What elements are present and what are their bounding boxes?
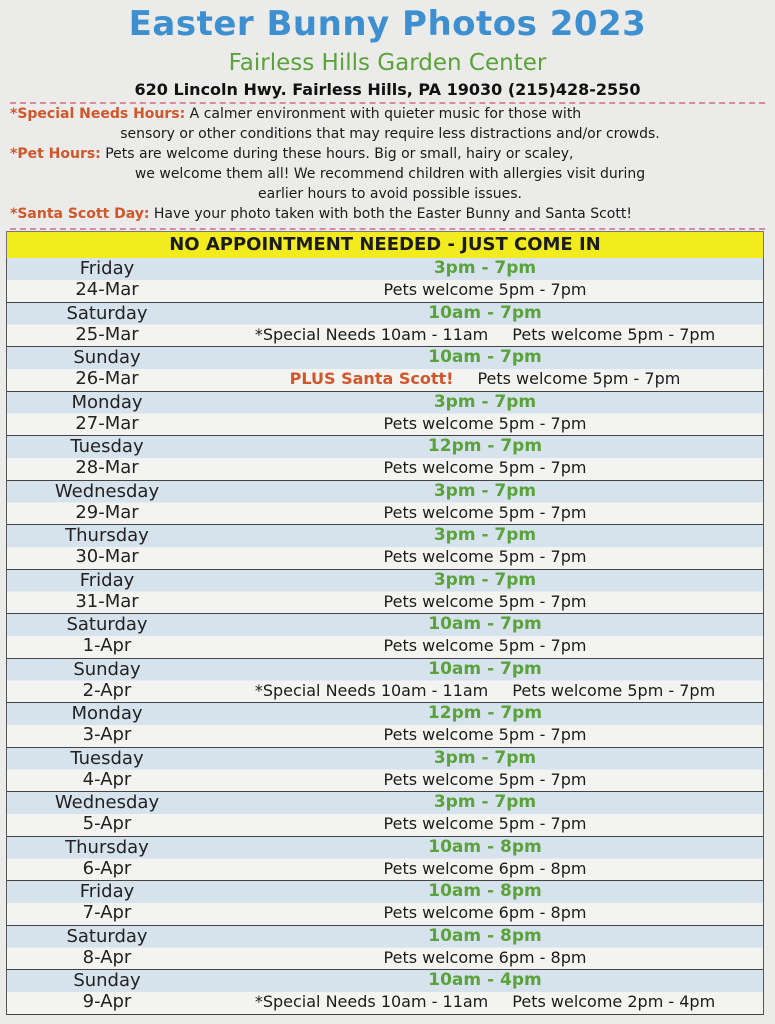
hours-cell [207,926,763,970]
extra-info [207,813,763,834]
schedule-row [7,481,763,526]
day-cell [7,881,207,925]
hours-cell [207,837,763,881]
day-date: 9-Apr [82,991,132,1012]
day-cell [7,303,207,347]
pet-hours: Pets welcome 6pm - 8pm [383,947,587,967]
extra-info [207,279,763,300]
day-name: Wednesday [54,480,160,502]
open-hours: 3pm - 7pm [433,525,537,545]
pet-hours: Pets welcome 5pm - 7pm [512,680,716,700]
notes-section [10,104,770,224]
page-title: Easter Bunny Photos 2023 [128,4,647,44]
pet-hours: Pets welcome 5pm - 7pm [383,636,587,655]
day-name: Sunday [73,347,141,368]
day-name: Friday [79,569,135,591]
schedule-row [7,392,763,437]
pet-hours: Pets welcome 5pm - 7pm [383,458,587,477]
day-date: 8-Apr [82,946,132,968]
hours-cell [207,436,763,480]
open-hours: 3pm - 7pm [433,747,537,768]
day-name: Saturday [66,614,148,635]
pet-hours-text: Pets are welcome during these hours. Big or small, hairy or scaley, [100,146,574,162]
schedule-row [7,614,763,659]
open-hours: 10am - 7pm [428,302,542,323]
day-name: Tuesday [70,436,144,457]
day-date: 27-Mar [75,412,139,434]
day-cell [7,703,207,747]
extra-info [207,635,763,656]
day-name: Saturday [66,302,148,324]
schedule-row [7,659,763,704]
open-hours: 10am - 7pm [428,658,542,679]
open-hours: 3pm - 7pm [433,569,537,590]
extra-info [207,902,763,923]
schedule-row [7,970,763,1015]
extra-info [207,546,763,567]
santa-scott-note: PLUS Santa Scott! [289,369,454,388]
hours-cell [207,570,763,614]
pet-hours: Pets welcome 6pm - 8pm [383,858,587,878]
day-cell [7,614,207,658]
no-appointment-banner: NO APPOINTMENT NEEDED - JUST COME IN [6,231,764,259]
day-name: Friday [79,881,135,902]
day-cell [7,748,207,792]
day-cell [7,392,207,436]
open-hours: 10am - 4pm [428,970,542,990]
extra-info [207,502,763,523]
day-cell [7,837,207,881]
divider-bottom [10,228,765,230]
pet-hours: Pets welcome 5pm - 7pm [383,280,587,299]
open-hours: 10am - 8pm [428,881,542,901]
address-line: 620 Lincoln Hwy. Fairless Hills, PA 19030 (215)428-2550 [134,80,641,99]
day-date: 28-Mar [75,457,139,478]
day-date: 24-Mar [75,279,139,300]
santa-day-label: *Santa Scott Day: [10,206,150,222]
day-cell [7,570,207,614]
day-cell [7,347,207,391]
pet-hours: Pets welcome 5pm - 7pm [383,769,587,789]
day-cell [7,659,207,703]
schedule-row [7,748,763,793]
day-date: 30-Mar [75,546,139,567]
open-hours: 10am - 8pm [428,925,542,946]
special-needs-label: *Special Needs Hours: [10,106,186,122]
pet-hours: Pets welcome 5pm - 7pm [383,547,587,566]
extra-info [207,324,763,345]
open-hours: 3pm - 7pm [433,792,537,812]
day-name: Monday [71,391,143,413]
day-date: 6-Apr [82,857,132,879]
hours-cell [207,525,763,569]
pet-hours: Pets welcome 5pm - 7pm [383,725,587,744]
extra-info [207,457,763,478]
open-hours: 10am - 7pm [428,614,542,634]
schedule-row [7,837,763,882]
special-needs-note [10,104,770,144]
pet-hours: Pets welcome 2pm - 4pm [512,992,716,1011]
pet-hours: Pets welcome 5pm - 7pm [383,591,587,611]
pet-hours: Pets welcome 5pm - 7pm [383,814,587,833]
pet-hours-text-2: we welcome them all! We recommend children with allergies visit during [134,166,646,182]
day-cell [7,970,207,1014]
extra-info [207,858,763,879]
pet-hours: Pets welcome 5pm - 7pm [383,413,587,433]
hours-cell [207,748,763,792]
special-needs-hours: *Special Needs 10am - 11am [254,992,489,1011]
day-name: Thursday [65,836,149,858]
pet-hours-text-3: earlier hours to avoid possible issues. [258,186,522,202]
day-name: Sunday [73,970,141,991]
schedule-row [7,258,763,303]
special-needs-text: A calmer environment with quieter music for those with [185,106,582,122]
open-hours: 12pm - 7pm [427,703,543,723]
day-date: 2-Apr [82,679,132,701]
extra-info [207,724,763,745]
pet-hours-label: *Pet Hours: [10,146,101,162]
extra-info [207,991,763,1012]
day-date: 26-Mar [75,368,139,389]
open-hours: 10am - 8pm [428,836,542,857]
schedule-row [7,792,763,837]
special-needs-text-2: sensory or other conditions that may require less distractions and/or crowds. [120,126,660,142]
extra-info [207,680,763,701]
open-hours: 3pm - 7pm [433,391,537,412]
pet-hours: Pets welcome 5pm - 7pm [477,369,681,388]
schedule-row [7,436,763,481]
santa-day-text: Have your photo taken with both the Easter Bunny and Santa Scott! [149,206,632,222]
day-date: 1-Apr [82,635,132,656]
schedule-row [7,303,763,348]
day-cell [7,436,207,480]
day-name: Wednesday [54,792,160,813]
day-name: Saturday [66,925,148,947]
hours-cell [207,703,763,747]
hours-cell [207,614,763,658]
extra-info [207,947,763,968]
special-needs-hours: *Special Needs 10am - 11am [254,324,489,344]
hours-cell [207,792,763,836]
pet-hours: Pets welcome 5pm - 7pm [512,324,716,344]
santa-day-note [10,204,770,224]
day-date: 5-Apr [82,813,132,834]
extra-info [207,591,763,612]
open-hours: 12pm - 7pm [427,436,543,456]
day-cell [7,481,207,525]
hours-cell [207,347,763,391]
open-hours: 3pm - 7pm [433,480,537,501]
day-name: Thursday [65,525,149,546]
page-subtitle: Fairless Hills Garden Center [228,50,547,76]
hours-cell [207,258,763,302]
hours-cell [207,659,763,703]
schedule-row [7,570,763,615]
special-needs-hours: *Special Needs 10am - 11am [254,680,489,700]
open-hours: 10am - 7pm [428,347,542,367]
schedule-row [7,926,763,971]
schedule-row [7,347,763,392]
hours-cell [207,392,763,436]
hours-cell [207,970,763,1014]
pet-hours: Pets welcome 5pm - 7pm [383,502,587,522]
day-cell [7,926,207,970]
pet-hours: Pets welcome 6pm - 8pm [383,903,587,922]
open-hours: 3pm - 7pm [433,258,537,278]
day-date: 25-Mar [75,323,139,345]
day-date: 7-Apr [82,902,132,923]
hours-cell [207,881,763,925]
day-cell [7,525,207,569]
day-name: Tuesday [70,747,144,769]
day-date: 31-Mar [75,590,139,612]
pet-hours-note [10,144,770,204]
schedule-row [7,525,763,570]
day-name: Monday [71,703,143,724]
extra-info [207,769,763,790]
schedule-row [7,881,763,926]
day-date: 29-Mar [75,501,139,523]
day-date: 3-Apr [82,724,132,745]
schedule-row [7,703,763,748]
hours-cell [207,303,763,347]
extra-info [207,413,763,434]
day-cell [7,792,207,836]
hours-cell [207,481,763,525]
day-date: 4-Apr [82,768,132,790]
extra-info [207,368,763,389]
day-name: Friday [79,258,135,279]
schedule-table [6,258,764,1015]
day-name: Sunday [73,658,141,680]
day-cell [7,258,207,302]
